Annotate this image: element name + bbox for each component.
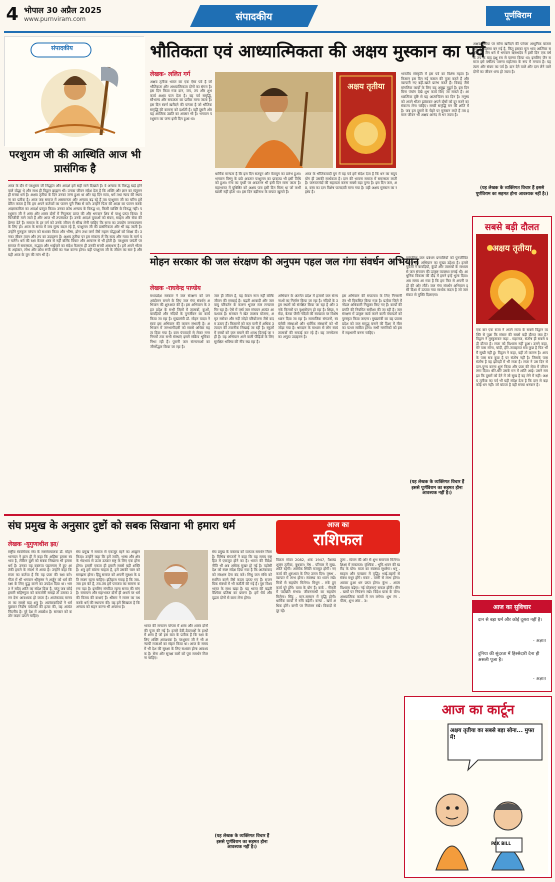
cartoon-title: आज का कार्टून [441, 703, 515, 718]
editorial-body: आज के दौर में परशुराम जी सिद्धांत और आदर्श हमें सही मार्ग दिखाते हैं। वे अन्याय के विरुद्ध खड़े होने वाले योद्धा थे और साथ ही विद्वान ब्राह्मण भी। उनका जीवन संदेश देता है कि शक्ति और ज्ञान का संतुलन ही सच्चा धर्म है। अक्षय तृतीया के दिन उनका जन्म हुआ था और यह दिन सत्य, धर्म तथा न्याय की स्थापना का प्रतीक है। आज जब समाज में असमानता और अन्याय बढ़ रहे हैं तब परशुराम जी का चरित्र हमें प्रेरित करता है कि हम अपने कर्तव्यों का पालन पूरी निष्ठा से करें। उन्होंने पिता की आज्ञा का पालन करके आज्ञाकारिता का आदर्श प्रस्तुत किया। उनका क्रोध अन्याय के विरुद्ध था, किसी व्यक्ति के विरुद्ध नहीं। परशुराम जी ने शस्त्र और शास्त्र दोनों में निपुणता प्राप्त की और भगवान शिव से परशु प्राप्त किया। वे चिरंजीवी माने जाते हैं और आज भी तपस्यारत हैं। उनके आदर्श युवाओं को संयम, साहस और सेवा की प्रेरणा देते हैं। समाज के हर वर्ग को उनके जीवन से सीख लेनी चाहिए कि सत्ता का उपयोग जनकल्याण के लिए हो। आज के समय में जब मूल्य बदल रहे हैं, परशुराम जी की प्रासंगिकता और भी बढ़ जाती है। उन्होंने गुरुकुल परंपरा को सशक्त किया और भीष्म, द्रोण तथा कर्ण जैसे महान योद्धाओं को शिक्षा दी। उनका जीवन त्याग और तप का उदाहरण है। अक्षय तृतीया पर हम संकल्प लें कि सत्य और न्याय के मार्ग पर चलेंगे। धर्म की रक्षा केवल शस्त्र से नहीं बल्कि विचार और आचरण से भी होती है। परशुराम जयंती पर समाज में समरसता, सद्भाव और भाईचारे का संदेश फैलाना ही उनकी सच्ची आराधना है। हमें अपने भीतर के अहंकार, लोभ और क्रोध रूपी दोषों का नाश करना होगा। यही परशुराम जी के जीवन का सार है और यही आज के युग की मांग भी है। [8, 184, 142, 257]
sangh-body-col1: राष्ट्रीय स्वयंसेवक संघ के सरसंघचालक डॉ. मोहन भागवत ने हाल ही में कहा कि अहिंसा हमारा स्वभाव है, लेकिन दुष्टों को सबक सिखाना भी हमारा धर्म है। उनका यह वक्तव्य पहलगाम में हुए आतंकी हमले के संदर्भ में आया है। उन्होंने कहा कि राजा का कर्तव्य है कि वह प्रजा की रक्षा करे। गीता में भी भगवान श्रीकृष्ण ने अर्जुन को धर्म की रक्षा के लिए युद्ध करने का उपदेश दिया था। भारत ने सदैव शांति का संदेश दिया है, परंतु जब कोई हमारी सहिष्णुता को कमजोरी समझे तो उसका उत्तर देना आवश्यक हो जाता है। आतंकवाद मानवता का सबसे बड़ा शत्रु है। आतंकवादियों ने धर्म पूछकर निर्दोष पर्यटकों की हत्या की, यह अत्यंत निंदनीय है। पूरे देश में आक्रोश है। सरकार को कठोर कदम उठाने चाहिए। [8, 550, 72, 619]
book-cover-title: अक्षय तृतीया [347, 82, 385, 91]
cartoon-drawing [408, 720, 548, 874]
lead-body-col4: भारतीय संस्कृति में इस पर्व का विशेष महत्व है। किसान इस दिन नई फसल की पूजा करते हैं और व्यापारी नए बही-खाते प्रारंभ करते हैं। विवाह जैसे मांगलिक कार्यों के लिए यह अबूझ मुहूर्त है। इस दिन बिना पंचांग देखे शुभ कार्य किए जा सकते हैं। आध्यात्मिक दृष्टि से यह आत्मचिंतन का दिन है। मनुष्य को अपने भीतर झांककर अपने दोषों को दूर करने का संकल्प लेना चाहिए। सच्ची समृद्धि मन की शांति में है। जब हम दूसरों के चेहरे पर मुस्कान लाते हैं तब हमारा जीवन भी अक्षय आनंद से भर जाता है। [401, 72, 469, 118]
saint-photo [215, 72, 333, 168]
lead-body-col5: अक्षय तृतीया पर सोना खरीदने की परंपरा आधुनिक बाजारवाद का हिस्सा बन गई है, किंतु इसका मूल भाव आत्मिक समृद्धि है। जैन धर्म में भगवान ऋषभदेव ने इसी दिन एक वर्ष के तप के बाद इक्षु रस से पारणा किया था। इसलिए जैन समाज इसे वर्षीतप पारणा महोत्सव के रूप में मनाता है। यह त्याग और संयम का पर्व है। दान देने वाले और दान लेने वाले दोनों का जीवन धन्य हो जाता है। [473, 42, 551, 74]
sangh-body-col2: संघ प्रमुख ने समाज से एकजुट रहने का आह्वान किया। उन्होंने कहा कि हमें जाति, भाषा और क्षेत्र के भेदभाव से ऊपर उठकर राष्ट्र के लिए एक होना होगा। हमारी एकता ही हमारी सबसे बड़ी शक्ति है। शत्रु हमें बांटना चाहता है, हमें उसकी चाल को समझना होगा। हिंदू समाज को अपनी सुरक्षा के प्रति सजग रहना चाहिए। इतिहास गवाह है कि जब-जब हम बंटे हैं, तब-तब हमें पराजय का सामना करना पड़ा है। इसलिए संगठित रहना समय की मांग है। रामायण और महाभारत दोनों ही अधर्म पर धर्म की विजय की कथाएं हैं। श्रीराम ने रावण का वध करके धर्म की स्थापना की। यह हमें सिखाता है कि अन्याय को सहन करना भी अपराध है। [76, 550, 140, 610]
horoscope-kicker: आज का [327, 521, 349, 529]
editorial-headline: परशुराम जी की आस्थिति आज भी प्रासंगिक है [9, 149, 141, 175]
sangh-headline: संघ प्रमुख के अनुसार दुष्टों को सबक सिखाना भी हमारा धर्म [8, 520, 236, 532]
lead-body-col3: आज के भौतिकवादी युग में यह पर्व हमें संदेश देता है कि धन का सदुपयोग ही उसकी सार्थकता है। दान की भावना समाज में समरसता लाती है। जरूरतमंदों की सहायता करना सबसे बड़ा पुण्य है। इस दिन जल, अन्न, वस्त्र का दान विशेष फलदायी माना गया है। यही अक्षय मुस्कान का रहस्य है। [305, 172, 397, 195]
editorial-rule [8, 180, 142, 181]
speaker-photo [144, 550, 208, 620]
lead-pull-quote: (यह लेखक के व्यक्तिगत विचार हैं इससे पूर्णविराम का सहमत होना आवश्यक नहीं है।) [475, 186, 549, 197]
date-line: भोपाल 30 अप्रैल 2025 [24, 6, 102, 15]
wealth-image [476, 234, 548, 324]
cartoon-art [408, 720, 548, 874]
water-headline: मोहन सरकार की जल संरक्षण की अनुपम पहल जल गंगा संवर्धन अभियान [150, 257, 419, 268]
sangh-body-col4: संघ प्रमुख के वक्तव्य को व्यापक समर्थन मिला है। विभिन्न संगठनों ने कहा कि यह समय राष्ट्रहित में एकजुट होने का है। भारत की विदेश नीति भी अब अधिक मुखर हो गई है। पड़ोसी देश को स्पष्ट संदेश दिया गया है कि आतंकवाद को संरक्षण देना बंद करे। सिंधु जल संधि को स्थगित करने जैसे कदम उठाए गए हैं। राजनयिक संबंधों में भी कटौती की गई है। पूरा विश्व भारत के साथ खड़ा है। यह भारत की बढ़ती वैश्विक प्रतिष्ठा का प्रमाण है। हमें धैर्य और दृढ़ता दोनों से काम लेना होगा। [212, 550, 272, 600]
lead-body-col1: अक्षय तृतीया भारत का एक ऐसा पर्व है जो भौतिकता और आध्यात्मिकता दोनों का संगम है। इस दिन किया गया दान, जप, तप और शुभ कार्य अक्षय फल देता है। यह पर्व समृद्धि, सौभाग्य और सफलता का प्रतीक माना जाता है। इस दिन स्वर्ण खरीदने की परंपरा है जो भौतिक समृद्धि की कामना को दर्शाती है। वहीं दूसरी ओर यह आत्मिक उन्नति का अवसर भी है। भगवान परशुराम का जन्म इसी दिन हुआ था। [150, 80, 212, 121]
wealth-body: एक बार एक राजा ने अपने राज्य के सबसे विद्वान व्यक्ति से पूछा कि संसार की सबसे बड़ी दौलत क्या है? विद्वान ने मुस्कुराकर कहा - महाराज, संतोष ही सबसे बड़ी दौलत है। राजा को विश्वास नहीं हुआ। उसने कहा, मेरे पास सोना, चांदी, हीरे-जवाहरात सब कुछ है फिर भी मैं सुखी नहीं हूं। विद्वान ने कहा, यही तो कारण है। आपके पास सब कुछ है पर संतोष नहीं है। जिसके पास संतोष है वह झोपड़ी में भी राजा है। राजा ने उस दिन से दान-पुण्य करना शुरू किया और प्रजा की सेवा में जीवन लगा दिया। धीरे-धीरे उसके मन में शांति आई। उसने समझा कि दूसरों को देने में जो सुख है वह लेने में नहीं। अक्षय तृतीया का पर्व भी यही संदेश देता है कि दान से बड़ा कोई धन नहीं। जो बांटता है वही सच्चा धनवान है। [476, 328, 548, 388]
horoscope-col2: तुला - संतान की ओर से शुभ समाचार मिलेगा। शिक्षा में सफलता। वृश्चिक - भूमि-भवन की खरीद के योग। माता का स्वास्थ्य सुधरेगा। धनु - साहस और पराक्रम में वृद्धि। भाई-बहनों से संबंध मधुर होंगे। मकर - वाणी से लाभ होगा। अटका हुआ धन प्राप्त होगा। कुंभ - आत्मविश्वास बढ़ेगा। नई योजनाएं सफल होंगी। मीन - खर्चों पर नियंत्रण रखें। विदेश यात्रा के योग। आध्यात्मिक कार्यों में मन लगेगा। शुभ रंग - पीला, शुभ अंक - 3। [340, 558, 400, 604]
horoscope-title: राशिफल [313, 530, 363, 549]
thought-attrib-1: - अज्ञात [532, 639, 546, 644]
thought-line-2: दुनिया की सुंदरता में हिस्सेदारी देना ही असली पूजा है। [478, 652, 540, 663]
lead-byline: लेखक- ललित गर्ग [150, 71, 191, 78]
sangh-byline: लेखक -युगुणाधीश झा/ [8, 541, 59, 548]
lead-body-col2: धार्मिक मान्यता है कि इस दिन सतयुग और त्रेतायुग का प्रारंभ हुआ। भगवान विष्णु के छठे अवतार परशुराम का प्राकट्य भी इसी तिथि को हुआ। गंगा का पृथ्वी पर अवतरण भी इसी दिन माना जाता है। महाभारत में युधिष्ठिर को अक्षय पात्र इसी दिन मिला था जो कभी खाली नहीं होता था। इस दिन बद्रीनाथ के कपाट खुलते हैं। [215, 172, 301, 195]
sangh-photo [144, 550, 208, 620]
parshuram-illustration [5, 37, 145, 147]
masthead-rule [4, 31, 551, 33]
section-title: संपादकीय [235, 12, 273, 23]
water-byline: लेखक -राघवेन्द्र पाण्डेय [150, 285, 201, 292]
brand-name: पूर्णविराम [504, 11, 532, 20]
water-body-col4: इस अभियान की सफलता के लिए निगरानी तंत्र भी विकसित किया गया है। प्रत्येक जिले में नोडल अधिकारी नियुक्त किए गए हैं। कार्यों की प्रगति की नियमित समीक्षा की जा रही है। जल संरक्षण में उत्कृष्ट कार्य करने वाली पंचायतों को पुरस्कृत किया जाएगा। मुख्यमंत्री का यह प्रयास प्रदेश को जल समृद्ध बनाने की दिशा में मील का पत्थर साबित होगा। सभी नागरिकों को इसमें सहभागी बनना चाहिए। [342, 294, 402, 335]
water-body-col1: मध्यप्रदेश सरकार ने जल संरक्षण को जन आंदोलन बनाने के लिए जल गंगा संवर्धन अभियान की शुरुआत की है। इस अभियान के तहत प्रदेश के सभी जिलों में तालाबों, कुओं, बावड़ियों और नदियों के पुनर्जीवन का कार्य किया जा रहा है। मुख्यमंत्री डॉ. मोहन यादव ने स्वयं इस अभियान की कमान संभाली है। अभियान में जनभागीदारी को सबसे अधिक महत्व दिया गया है। ग्राम पंचायतों से लेकर नगर निगमों तक सभी संस्थाएं इसमें सक्रिय भूमिका निभा रही हैं। पुरानी जल संरचनाओं का जीर्णोद्धार किया जा रहा है। [150, 294, 210, 349]
water-top-rule [150, 253, 400, 254]
thought-attrib-2: - अज्ञात [532, 677, 546, 682]
thought-line-1: दान से बड़ा धर्म और कोई दूसरा नहीं है। [478, 618, 542, 623]
water-body-col2: जल ही जीवन है, यह केवल नारा नहीं बल्कि जीवन की सच्चाई है। बढ़ती आबादी और जलवायु परिवर्तन के कारण भूजल स्तर लगातार गिर रहा है। ऐसे में वर्षा जल संचयन अत्यंत आवश्यक है। सरकार ने खेत तालाब योजना, अमृत सरोवर और नदी जोड़ो परियोजना जैसे कदम उठाए हैं। किसानों को कम पानी में अधिक उत्पादन की तकनीक सिखाई जा रही है। स्कूलों में बच्चों को जल बचाने की शपथ दिलाई जा रही है। यह अभियान आने वाली पीढ़ियों के लिए सुरक्षित भविष्य की नींव रख रहा है। [214, 294, 274, 344]
thought-title: आज का सुविचार [493, 604, 531, 611]
wealth-image-caption: अक्षय तृतीया [492, 244, 532, 254]
sangh-body-col3: भारत की सनातन परंपरा में शस्त्र और शास्त्र दोनों की पूजा की गई है। हमारे देवी-देवताओं के हाथों में शस्त्र हैं जो इस बात के प्रतीक हैं कि रक्षा के लिए शक्ति आवश्यक है। परशुराम जी ने भी अन्यायी राजाओं का संहार किया था। आज के समय में भी देश की सुरक्षा के लिए सशक्त होना आवश्यक है। सेना और सुरक्षा बलों को पूरा समर्थन मिलना चाहिए। [144, 624, 208, 661]
lead-image-book [336, 72, 396, 168]
horoscope-col1: विक्रम संवत 2082, शक 1947, वैशाख शुक्ल तृतीया, बुधवार। मेष - परिवार में सुख-शांति रहेगी। आर्थिक स्थिति मजबूत होगी। नए कार्य की शुरुआत के लिए उत्तम दिन। वृषभ - व्यापार में लाभ होगा। स्वास्थ्य का ध्यान रखें। मित्रों से सहयोग मिलेगा। मिथुन - रुके हुए कार्य पूरे होंगे। यात्रा के योग हैं। कर्क - नौकरी में पदोन्नति संभव। जीवनसाथी का सहयोग मिलेगा। सिंह - मान-सम्मान में वृद्धि होगी। धार्मिक कार्यों में रुचि बढ़ेगी। कन्या - खर्च अधिक होंगे। वाणी पर नियंत्रण रखें। विवादों से दूर रहें। [276, 558, 336, 613]
sangh-pull-quote: (यह लेखक के व्यक्तिगत विचार हैं इससे पूर्णविराम का सहमत होना आवश्यक नहीं है।) [214, 834, 270, 851]
water-body-col3: अभियान के अंतर्गत प्रदेश में हजारों जल संरचनाओं का निर्माण किया जा रहा है। नदियों के उद्गम स्थलों को संरक्षित किया जा रहा है और उनके किनारों पर वृक्षारोपण हो रहा है। क्षिप्रा, नर्मदा, बेतवा जैसी नदियों की स्वच्छता पर विशेष ध्यान दिया जा रहा है। सामाजिक संगठनों, स्वयंसेवी संस्थाओं और धार्मिक संस्थानों को भी जोड़ा गया है। श्रमदान के माध्यम से लोग स्वयं तालाबों की सफाई कर रहे हैं। यह जनचेतना का अनूठा उदाहरण है। [278, 294, 338, 340]
editorial-badge: संपादकीय [51, 45, 73, 52]
lead-image-saint [215, 72, 333, 168]
cartoon-speech: अक्षय तृतीया का सबसे बड़ा सोना... मुफ्त में! [450, 728, 535, 741]
masthead [0, 0, 555, 34]
website-url[interactable]: www.purnviram.com [24, 16, 86, 23]
water-body-col5: पारंपरिक जल प्रबंधन प्रणालियों को पुनर्जीवित करना इस अभियान का मुख्य उद्देश्य है। हमारे पूर्वजों ने बावड़ियों, कुंडों और तालाबों के माध्यम से जल संचयन की उत्कृष्ट व्यवस्था बनाई थी। आधुनिक विकास की दौड़ में हमने इन्हें भुला दिया। अब समय आ गया है कि हम फिर से अपनी जड़ों की ओर लौटें। जल गंगा संवर्धन अभियान इसी दिशा में उठाया गया सार्थक कदम है जो जल संकट से मुक्ति दिलाएगा। [406, 256, 468, 297]
page-number: 4 [6, 4, 19, 25]
water-pull-quote: (यह लेखक के व्यक्तिगत विचार हैं इससे पूर्णविराम का सहमत होना आवश्यक नहीं है।) [409, 480, 465, 497]
sangh-top-rule [4, 514, 400, 516]
editorial-illustration [4, 36, 144, 146]
lead-headline: भौतिकता एवं आध्यात्मिकता की अक्षय मुस्कान का पर्व [150, 42, 486, 62]
cartoon-tag: PAK BILL [491, 841, 511, 846]
wealth-headline: सबसे बड़ी दौलत [484, 223, 540, 233]
